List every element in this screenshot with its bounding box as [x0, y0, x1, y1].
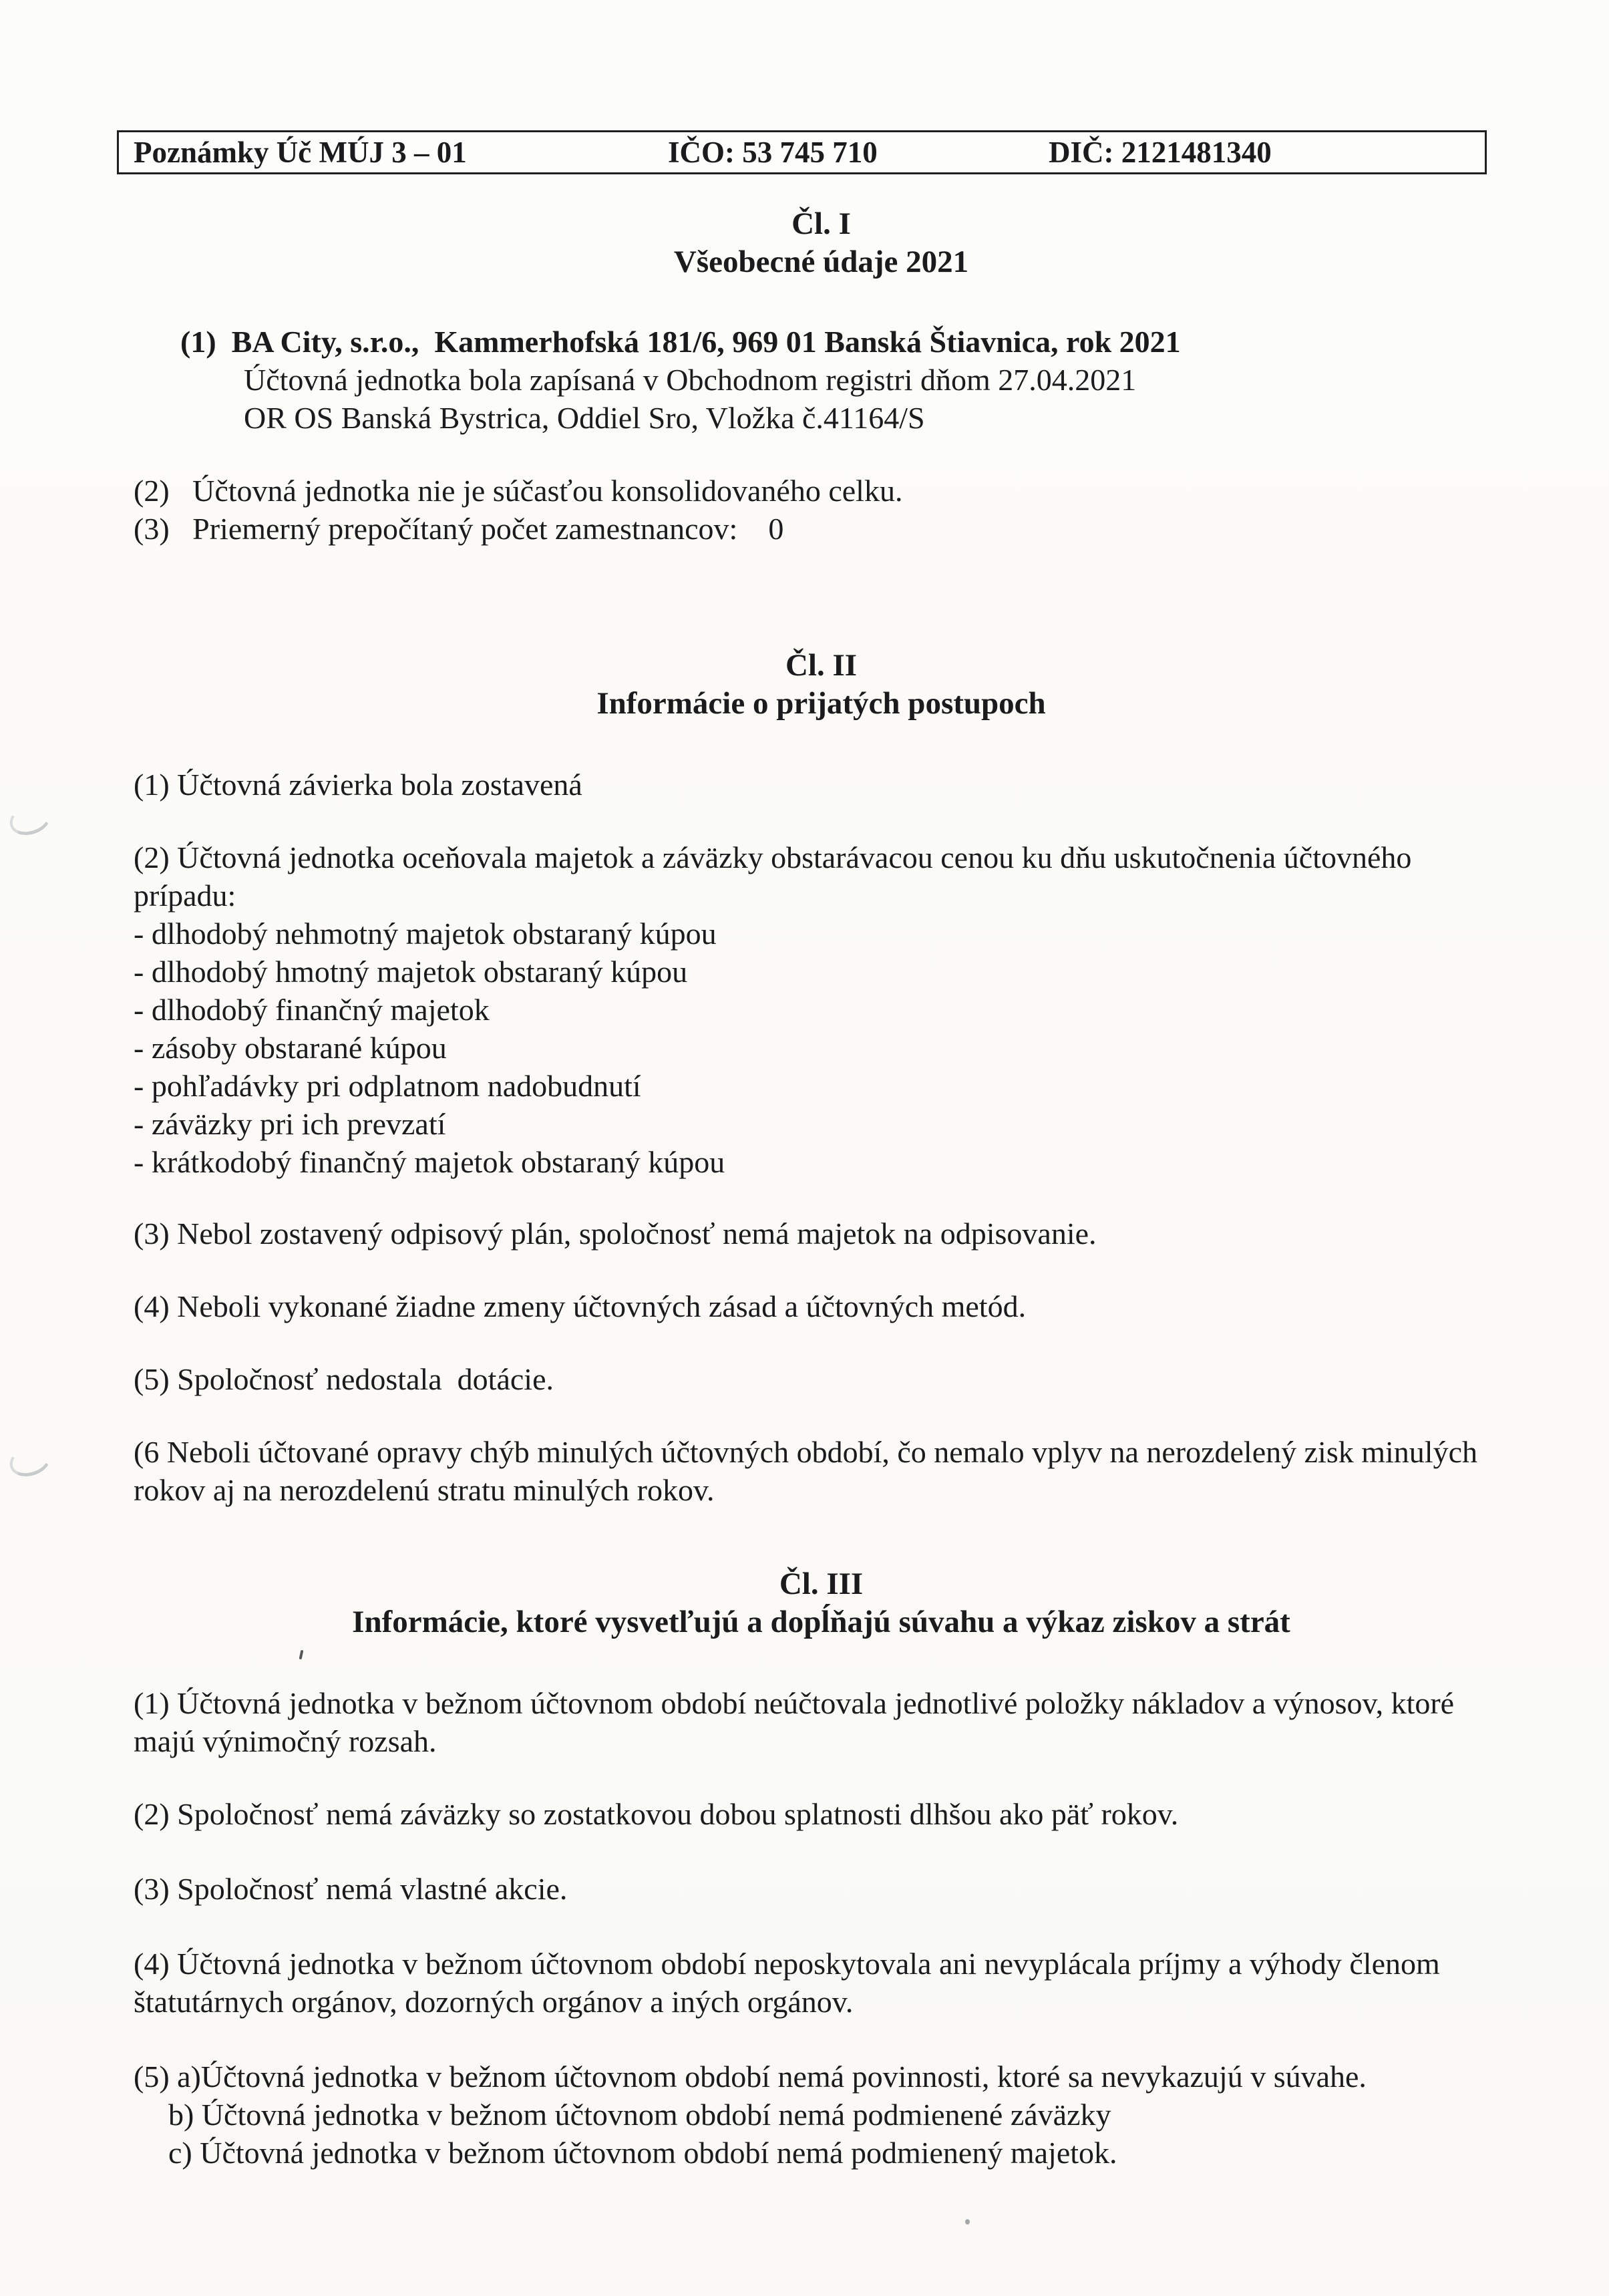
scan-artifact-bottom: [6, 1440, 55, 1481]
sec3-para-5c: c) Účtovná jednotka v bežnom účtovnom období nemá podmienený majetok.: [168, 2136, 1117, 2170]
scan-artifact-top: [6, 799, 55, 840]
sec2-para-6: (6 Neboli účtované opravy chýb minulých účtovných období, čo nemalo vplyv na nerozdelený zisk minulých rokov aj na nerozdelenú stratu minulých rokov.: [134, 1435, 1485, 1507]
valuation-item: - dlhodobý hmotný majetok obstaraný kúpou: [134, 955, 688, 989]
valuation-item: - dlhodobý finančný majetok: [134, 993, 490, 1027]
section-general-info: [134, 205, 1509, 548]
sec2-para-5: (5) Spoločnosť nedostala dotácie.: [134, 1362, 554, 1396]
consolidation-note: (2) Účtovná jednotka nie je súčasťou konsolidovaného celku.: [134, 474, 903, 508]
register-court-line: OR OS Banská Bystrica, Oddiel Sro, Vložka č.41164/S: [244, 401, 925, 435]
form-id-label: Poznámky Úč MÚJ 3 – 01: [134, 135, 467, 169]
valuation-item: - krátkodobý finančný majetok obstaraný kúpou: [134, 1145, 725, 1179]
employee-count-note: (3) Priemerný prepočítaný počet zamestnancov: 0: [134, 512, 784, 546]
sec3-para-2: (2) Spoločnosť nemá záväzky so zostatkovou dobou splatnosti dlhšou ako päť rokov.: [134, 1797, 1179, 1831]
valuation-item: - zásoby obstarané kúpou: [134, 1031, 447, 1065]
company-identification-line: (1) BA City, s.r.o., Kammerhofská 181/6, 969 01 Banská Štiavnica, rok 2021: [180, 325, 1181, 359]
registration-date-line: Účtovná jednotka bola zapísaná v Obchodnom registri dňom 27.04.2021: [244, 363, 1137, 397]
form-header-box: [117, 130, 1487, 174]
sec2-para-1: (1) Účtovná závierka bola zostavená: [134, 768, 582, 802]
sec2-para-4: (4) Neboli vykonané žiadne zmeny účtovných zásad a účtovných metód.: [134, 1289, 1027, 1323]
sec3-para-3: (3) Spoločnosť nemá vlastné akcie.: [134, 1872, 568, 1906]
dic-label: DIČ: 2121481340: [1049, 135, 1272, 169]
section-3-subtitle: Informácie, ktoré vysvetľujú a dopĺňajú súvahu a výkaz ziskov a strát: [352, 1605, 1290, 1639]
sec2-para-2: (2) Účtovná jednotka oceňovala majetok a záväzky obstarávacou cenou ku dňu uskutočnenia účtovného prípadu:: [134, 840, 1419, 913]
valuation-item: - dlhodobý nehmotný majetok obstaraný kúpou: [134, 917, 717, 951]
section-1-title: Čl. I: [791, 206, 851, 241]
section-2-title: Čl. II: [785, 648, 858, 683]
sec3-para-1: (1) Účtovná jednotka v bežnom účtovnom období neúčtovala jednotlivé položky nákladov a výnosov, ktoré majú výnimočný rozsah.: [134, 1686, 1462, 1758]
section-accounting-policies: [134, 647, 1509, 1509]
ico-label: IČO: 53 745 710: [668, 135, 878, 169]
section-3-title: Čl. III: [779, 1567, 864, 1601]
sec3-para-4: (4) Účtovná jednotka v bežnom účtovnom období neposkytovala ani nevyplácala príjmy a výhody členom štatutárnych orgánov, dozorných orgánov a iných orgánov.: [134, 1947, 1448, 2019]
section-balance-sheet-info: [134, 1565, 1509, 2172]
valuation-item: - pohľadávky pri odplatnom nadobudnutí: [134, 1069, 641, 1103]
section-1-subtitle: Všeobecné údaje 2021: [673, 244, 969, 279]
sec3-para-5b: b) Účtovná jednotka v bežnom účtovnom období nemá podmienené záväzky: [168, 2098, 1111, 2132]
sec2-para-3: (3) Nebol zostavený odpisový plán, spoločnosť nemá majetok na odpisovanie.: [134, 1216, 1097, 1251]
valuation-method-list: [134, 915, 1509, 1181]
valuation-item: - záväzky pri ich prevzatí: [134, 1107, 446, 1141]
scan-speck: [965, 2219, 970, 2225]
section-2-subtitle: Informácie o prijatých postupoch: [596, 686, 1046, 721]
sec3-para-5a: (5) a)Účtovná jednotka v bežnom účtovnom období nemá povinnosti, ktoré sa nevykazujú v súvahe.: [134, 2060, 1367, 2094]
